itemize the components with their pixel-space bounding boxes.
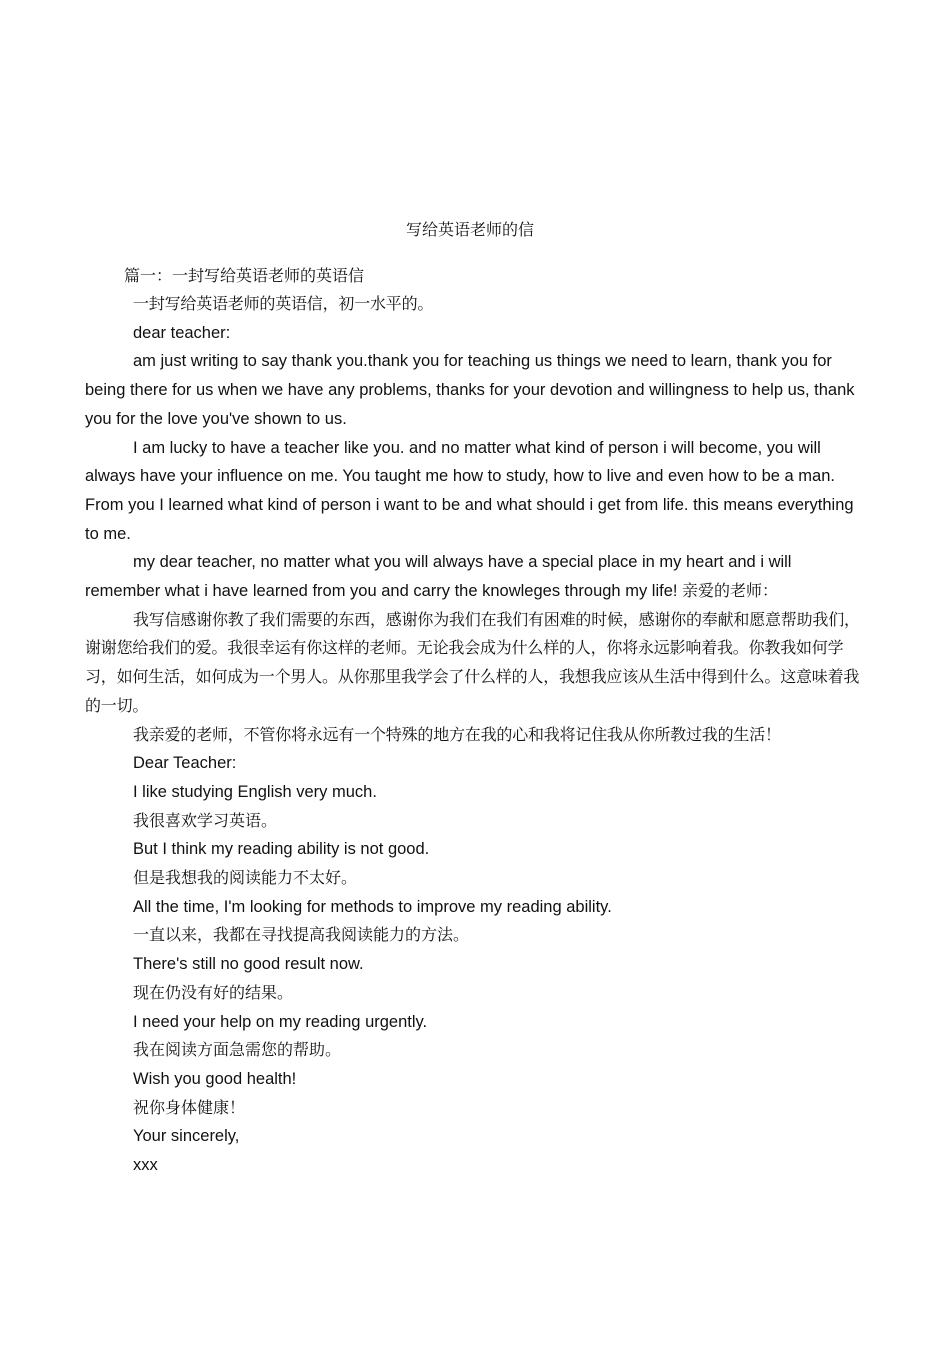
salutation-line: dear teacher: [133, 323, 231, 342]
letter2-line: 一直以来，我都在寻找提高我阅读能力的方法。 [133, 925, 470, 945]
letter2-line: But I think my reading ability is not good. [133, 840, 430, 859]
paragraph-thanks: am just writing to say thank you.thank you for teaching us things we need to learn, thank you for being there for us when we have any problems, thanks for your devotion and willingness to help us, thank you for the love you've shown to us. [85, 352, 855, 428]
intro-line: 一封写给英语老师的英语信，初一水平的。 [133, 294, 434, 313]
letter2-line: I like studying English very much. [133, 782, 377, 801]
letter2-salutation: Dear Teacher: [133, 754, 237, 773]
letter2-line: 现在仍没有好的结果。 [133, 982, 294, 1002]
paragraph-lucky: I am lucky to have a teacher like you. and no matter what kind of person i will become, you will always have your influence on me. You taught me how to study, how to live and even how to be a man. From you I learned what kind of person i want to be and what should i get from life. this means everything to me. [85, 438, 854, 543]
letter2-line: 但是我想我的阅读能力不太好。 [133, 868, 358, 888]
letter2-line: Wish you good health! [133, 1069, 297, 1088]
paragraph-dear-teacher [85, 548, 870, 605]
body-text [85, 290, 870, 1180]
letter2-line: I need your help on my reading urgently. [133, 1012, 428, 1031]
letter2-line: 我很喜欢学习英语。 [133, 810, 278, 830]
letter2-line: There's still no good result now. [133, 955, 364, 974]
paragraph-dear-teacher-text: my dear teacher, no matter what you will always have a special place in my heart and i will remember what i have learned from you and carry the knowleges through my life! [85, 553, 792, 601]
paragraph-chinese-closing: 我亲爱的老师，不管你将永远有一个特殊的地方在我的心和我将记住我从你所教过我的生活！ [133, 724, 781, 744]
signature: xxx [133, 1156, 158, 1175]
letter2-line: Your sincerely, [133, 1127, 240, 1146]
letter2-line: 我在阅读方面急需您的帮助。 [133, 1040, 342, 1060]
letter2-line: All the time, I'm looking for methods to improve my reading ability. [133, 897, 612, 916]
section-heading: 篇一：一封写给英语老师的英语信 [124, 266, 365, 285]
chinese-salutation: 亲爱的老师： [682, 581, 779, 601]
paragraph-chinese-translation: 我写信感谢你教了我们需要的东西，感谢你为我们在我们有困难的时候，感谢你的奉献和愿意帮助我们，谢谢您给我们的爱。我很幸运有你这样的老师。无论我会成为什么样的人，你将永远影响着我。你教我如何学习，如何生活，如何成为一个男人。从你那里我学会了什么样的人，我想我应该从生活中得到什么。这意味着我的一切。 [85, 609, 860, 715]
page-title: 写给英语老师的信 [405, 220, 534, 239]
letter2-line: 祝你身体健康！ [133, 1097, 246, 1117]
